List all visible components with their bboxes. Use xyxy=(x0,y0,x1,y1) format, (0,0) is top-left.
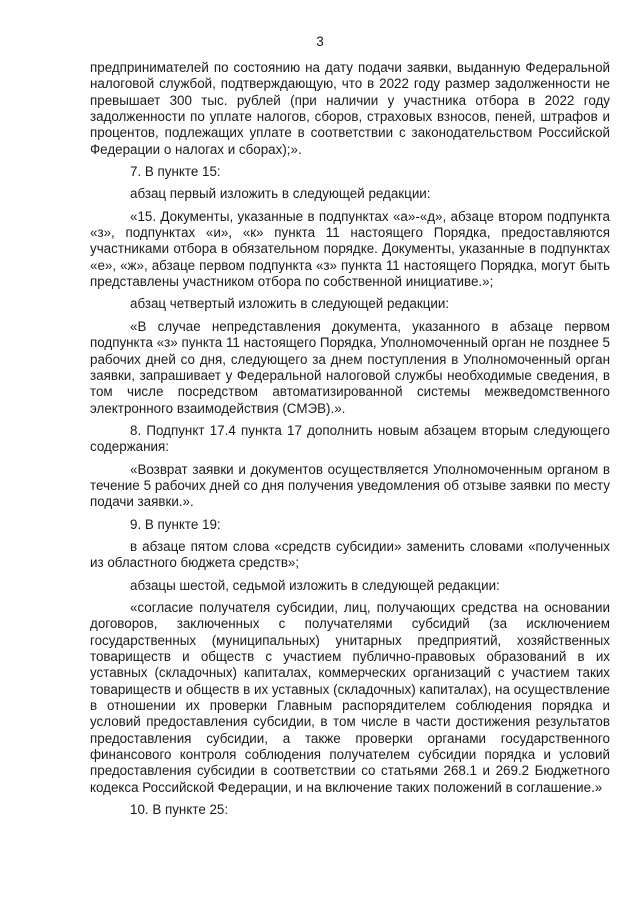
paragraph-item-7: 7. В пункте 15: xyxy=(130,164,221,180)
paragraph-instruction: абзац первый изложить в следующей редакции: xyxy=(130,186,431,202)
paragraph-quote-15: «15. Документы, указанные в подпунктах «а»-«д», абзаце втором подпункта «з», подпунктах «и», «к» пункта 11 настоящего Порядка, предоставляются участниками отбора в обязательном порядке. Документы, указанные в подпунктах «е», «ж», абзаце первом подпункта «з» пункта 11 настоящего Порядка, могут быть представлены участником отбора по собственной инициативе.»; xyxy=(90,208,610,290)
paragraph-instruction: абзац четвертый изложить в следующей редакции: xyxy=(130,296,450,312)
paragraph-instruction: абзацы шестой, седьмой изложить в следующей редакции: xyxy=(130,577,500,593)
paragraph-quote: «Возврат заявки и документов осуществляется Уполномоченным органом в течение 5 рабочих дней со дня получения уведомления об отзыве заявки по месту подачи заявки.». xyxy=(90,461,610,510)
paragraph-item-8: 8. Подпункт 17.4 пункта 17 дополнить новым абзацем вторым следующего содержания: xyxy=(90,422,610,455)
paragraph-instruction: в абзаце пятом слова «средств субсидии» заменить словами «полученных из областного бюджета средств»; xyxy=(90,538,610,571)
paragraph-item-9: 9. В пункте 19: xyxy=(130,516,221,532)
paragraph-continuation: предпринимателей по состоянию на дату подачи заявки, выданную Федеральной налоговой службой, подтверждающую, что в 2022 году размер задолженности не превышает 300 тыс. рублей (при наличии у участника отбора в 2022 году задолженности по уплате налогов, сборов, страховых взносов, пеней, штрафов и процентов, подлежащих уплате в соответствии с законодательством Российской Федерации о налогах и сборах);». xyxy=(90,60,610,157)
page-number: 3 xyxy=(316,34,324,49)
document-body xyxy=(90,60,610,822)
paragraph-item-10: 10. В пункте 25: xyxy=(130,802,229,818)
paragraph-quote: «согласие получателя субсидии, лиц, получающих средства на основании договоров, заключенных с получателями субсидий (за исключением государственных (муниципальных) унитарных предприятий, хозяйственных товариществ и обществ с участием публично-правовых образований в их уставных (складочных) капиталах, коммерческих организаций с участием таких товариществ и обществ в их уставных (складочных) капиталах), на осуществление в отношении их проверки Главным распорядителем соблюдения порядка и условий предоставления субсидии, в том числе в части достижения результатов предоставления субсидии, а также проверки органами государственного финансового контроля соблюдения получателем субсидии порядка и условий предоставления субсидии в соответствии со статьями 268.1 и 269.2 Бюджетного кодекса Российской Федерации, и на включение таких положений в соглашение.» xyxy=(90,599,610,795)
paragraph-quote: «В случае непредставления документа, указанного в абзаце первом подпункта «з» пункта 11 настоящего Порядка, Уполномоченный орган не позднее 5 рабочих дней со дня, следующего за днем поступления в Уполномоченный орган заявки, запрашивает у Федеральной налоговой службы необходимые сведения, в том числе посредством автоматизированной системы межведомственного электронного взаимодействия (СМЭВ).». xyxy=(90,318,610,416)
